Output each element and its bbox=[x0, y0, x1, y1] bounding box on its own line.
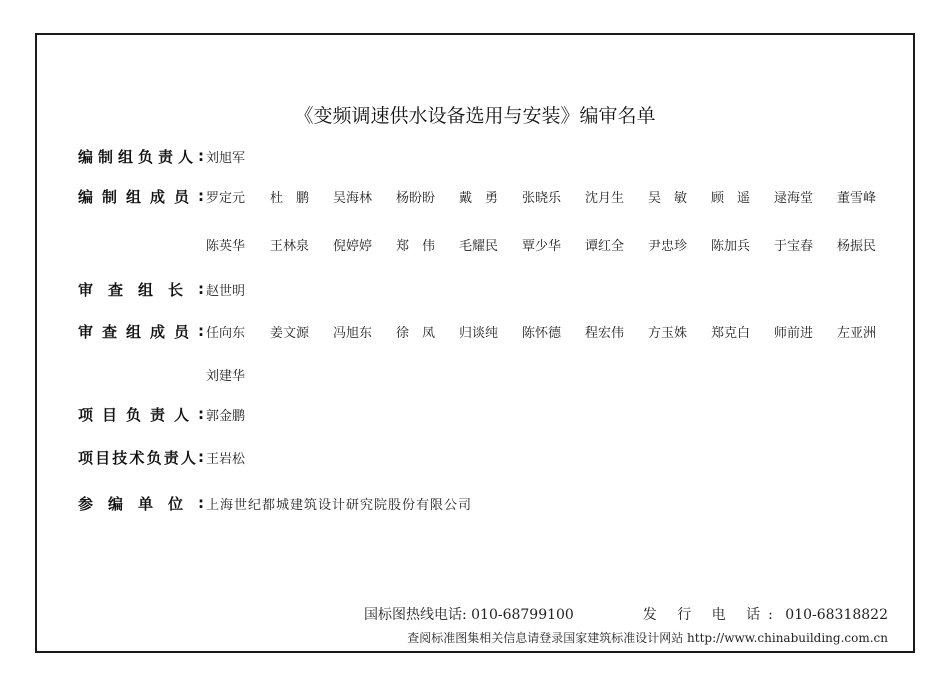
label-participant: 参 编 单 位 : bbox=[78, 494, 204, 513]
label-editor-members: 编 制 组 成 员 : bbox=[78, 187, 204, 206]
editor-member-name: 张晓乐 bbox=[522, 190, 562, 206]
participant-org: 上海世纪都城建筑设计研究院股份有限公司 bbox=[206, 497, 473, 513]
editor-member-name: 吴海林 bbox=[333, 190, 373, 206]
review-member-name: 郑克白 bbox=[711, 325, 751, 341]
label-tech-lead: 项 目 技 术 负 责 人 : bbox=[78, 448, 204, 467]
editor-member-name: 沈月生 bbox=[585, 190, 625, 206]
editor-member-name: 罗定元 bbox=[206, 190, 246, 206]
phone-number: 010-68318822 bbox=[785, 607, 888, 623]
document-title: 《变频调速供水设备选用与安装》编审名单 bbox=[294, 105, 656, 127]
editor-member-name: 杨振民 bbox=[837, 238, 877, 254]
editor-member-name: 毛耀民 bbox=[459, 238, 499, 254]
editor-lead-name: 刘旭军 bbox=[206, 150, 246, 166]
label-editor-lead: 编 制 组 负 责 人 : bbox=[78, 147, 204, 166]
editor-member-name: 戴 勇 bbox=[459, 190, 499, 206]
tech-lead-name: 王岩松 bbox=[206, 451, 246, 467]
editor-member-name: 顾 遥 bbox=[711, 190, 751, 206]
editor-member-name: 逯海堂 bbox=[774, 190, 814, 206]
editor-member-name: 陈英华 bbox=[206, 238, 246, 254]
editor-member-name: 覃少华 bbox=[522, 238, 562, 254]
editor-member-name: 尹忠珍 bbox=[648, 238, 688, 254]
review-member-name: 归谈纯 bbox=[459, 325, 499, 341]
project-lead-name: 郭金鹏 bbox=[206, 408, 246, 424]
label-review-lead: 审 查 组 长 : bbox=[78, 280, 204, 299]
review-lead-name: 赵世明 bbox=[206, 283, 246, 299]
hotline-number: 010-68799100 bbox=[471, 607, 574, 623]
label-project-lead: 项 目 负 责 人 : bbox=[78, 405, 204, 424]
footer-notice: 查阅标准图集相关信息请登录国家建筑标准设计网站 http://www.chinabuilding.com.cn bbox=[407, 631, 888, 645]
editor-member-name: 于宝春 bbox=[774, 238, 814, 254]
review-member-name: 陈怀德 bbox=[522, 325, 562, 341]
editor-member-name: 杨盼盼 bbox=[396, 190, 436, 206]
review-member-name: 冯旭东 bbox=[333, 325, 373, 341]
review-member-name: 师前进 bbox=[774, 325, 814, 341]
review-member-name: 任向东 bbox=[206, 325, 246, 341]
editor-member-name: 董雪峰 bbox=[837, 190, 877, 206]
review-member-name: 徐 凤 bbox=[396, 325, 436, 341]
review-member-name: 刘建华 bbox=[206, 368, 246, 384]
editor-member-name: 陈加兵 bbox=[711, 238, 751, 254]
footer-phones bbox=[364, 604, 888, 624]
editor-member-name: 杜 鹏 bbox=[270, 190, 310, 206]
review-member-name: 左亚洲 bbox=[837, 325, 877, 341]
phone-label: 发 行 电 话: bbox=[642, 607, 781, 623]
review-member-name: 程宏伟 bbox=[585, 325, 625, 341]
review-member-name: 姜文源 bbox=[270, 325, 310, 341]
editor-member-name: 吴 敏 bbox=[648, 190, 688, 206]
editor-member-name: 谭红全 bbox=[585, 238, 625, 254]
review-member-name: 方玉姝 bbox=[648, 325, 688, 341]
label-review-members: 审 查 组 成 员 : bbox=[78, 322, 204, 341]
editor-member-name: 郑 伟 bbox=[396, 238, 436, 254]
editor-member-name: 倪婷婷 bbox=[333, 238, 373, 254]
hotline-label: 国标图热线电话: bbox=[363, 607, 467, 623]
editor-member-name: 王林泉 bbox=[270, 238, 310, 254]
